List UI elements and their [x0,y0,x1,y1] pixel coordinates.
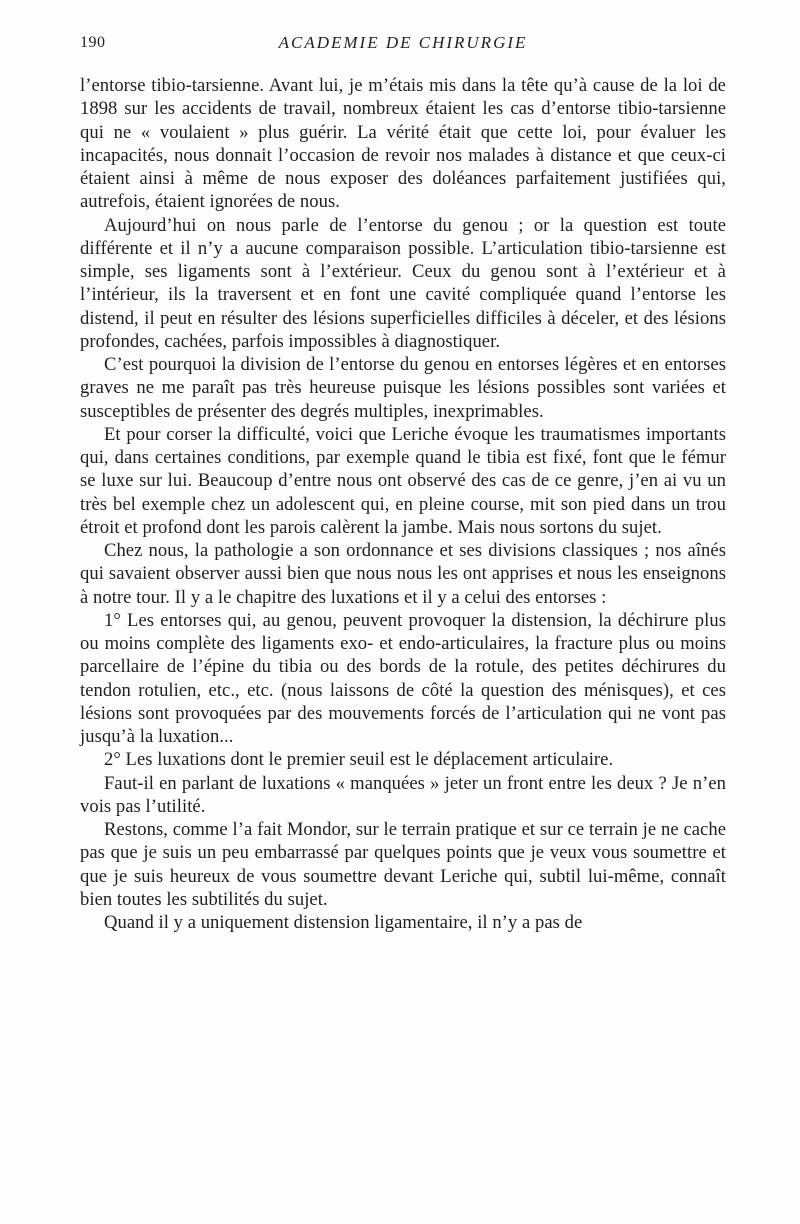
paragraph: Et pour corser la difficulté, voici que Leriche évoque les traumatismes importants qui, dans certaines conditions, par exemple quand le tibia est fixé, font que le fémur se luxe sur lui. Beaucoup d’entre nous ont observé des cas de ce genre, j’en ai vu un très bel exemple chez un adolescent qui, en pleine course, mit son pied dans un trou étroit et profond dont les parois calèrent la jambe. Mais nous sortons du sujet. [80,423,726,538]
page-number: 190 [80,34,106,51]
paragraph: Faut-il en parlant de luxations « manquées » jeter un front entre les deux ? Je n’en vois pas l’utilité. [80,772,726,817]
paragraph: Chez nous, la pathologie a son ordonnance et ses divisions classiques ; nos aînés qui savaient observer aussi bien que nous nous les ont apprises et nous les enseignons à notre tour. Il y a le chapitre des luxations et il y a celui des entorses : [80,540,726,608]
paragraph: Quand il y a uniquement distension ligamentaire, il n’y a pas de [104,912,583,933]
page-header [80,30,726,58]
paragraph: 1° Les entorses qui, au genou, peuvent provoquer la distension, la déchirure plus ou moins complète des ligaments exo- et endo-articulaires, la fracture plus ou moins parcellaire de l’épine du tibia ou des bords de la rotule, des petites déchirures du tendon rotulien, etc., etc. (nous laissons de côté la question des ménisques), et ces lésions sont provoquées par des mouvements forcés de l’articulation qui ne vont pas jusqu’à la luxation... [80,609,726,747]
paragraph: C’est pourquoi la division de l’entorse du genou en entorses légères et en entorses graves ne me paraît pas très heureuse puisque les lésions possibles sont variées et susceptibles de présenter des degrés multiples, inexprimables. [80,354,726,422]
running-title: ACADEMIE DE CHIRURGIE [278,33,528,52]
paragraph: l’entorse tibio-tarsienne. Avant lui, je m’étais mis dans la tête qu’à cause de la loi de 1898 sur les accidents de travail, nombreux étaient les cas d’entorse tibio-tarsienne qui ne « voulaient » plus guérir. La vérité était que cette loi, pour évaluer les incapacités, nous donnait l’occasion de revoir nos malades à distance et que ceux-ci étaient ainsi à même de nous exposer des doléances parfaitement justifiées qui, autrefois, étaient ignorées de nous. [80,75,726,213]
paragraph: 2° Les luxations dont le premier seuil est le déplacement articulaire. [104,749,614,771]
paragraph: Restons, comme l’a fait Mondor, sur le terrain pratique et sur ce terrain je ne cache pas que je suis un peu embarrassé par quelques points que je veux vous soumettre et que je suis heureux de vous soumettre devant Leriche qui, subtil lui-même, connaît bien toutes les subtilités du sujet. [80,819,726,910]
body-text [80,74,726,934]
paragraph: Aujourd’hui on nous parle de l’entorse du genou ; or la question est toute différente et il n’y a aucune comparaison possible. L’articulation tibio-tarsienne est simple, ses ligaments sont à l’extérieur. Ceux du genou sont à l’extérieur et à l’intérieur, ils la traversent et en font une cavité compliquée quand l’entorse les distend, il peut en résulter des lésions superficielles difficiles à déceler, et des lésions profondes, cachées, parfois impossibles à diagnostiquer. [80,214,726,352]
